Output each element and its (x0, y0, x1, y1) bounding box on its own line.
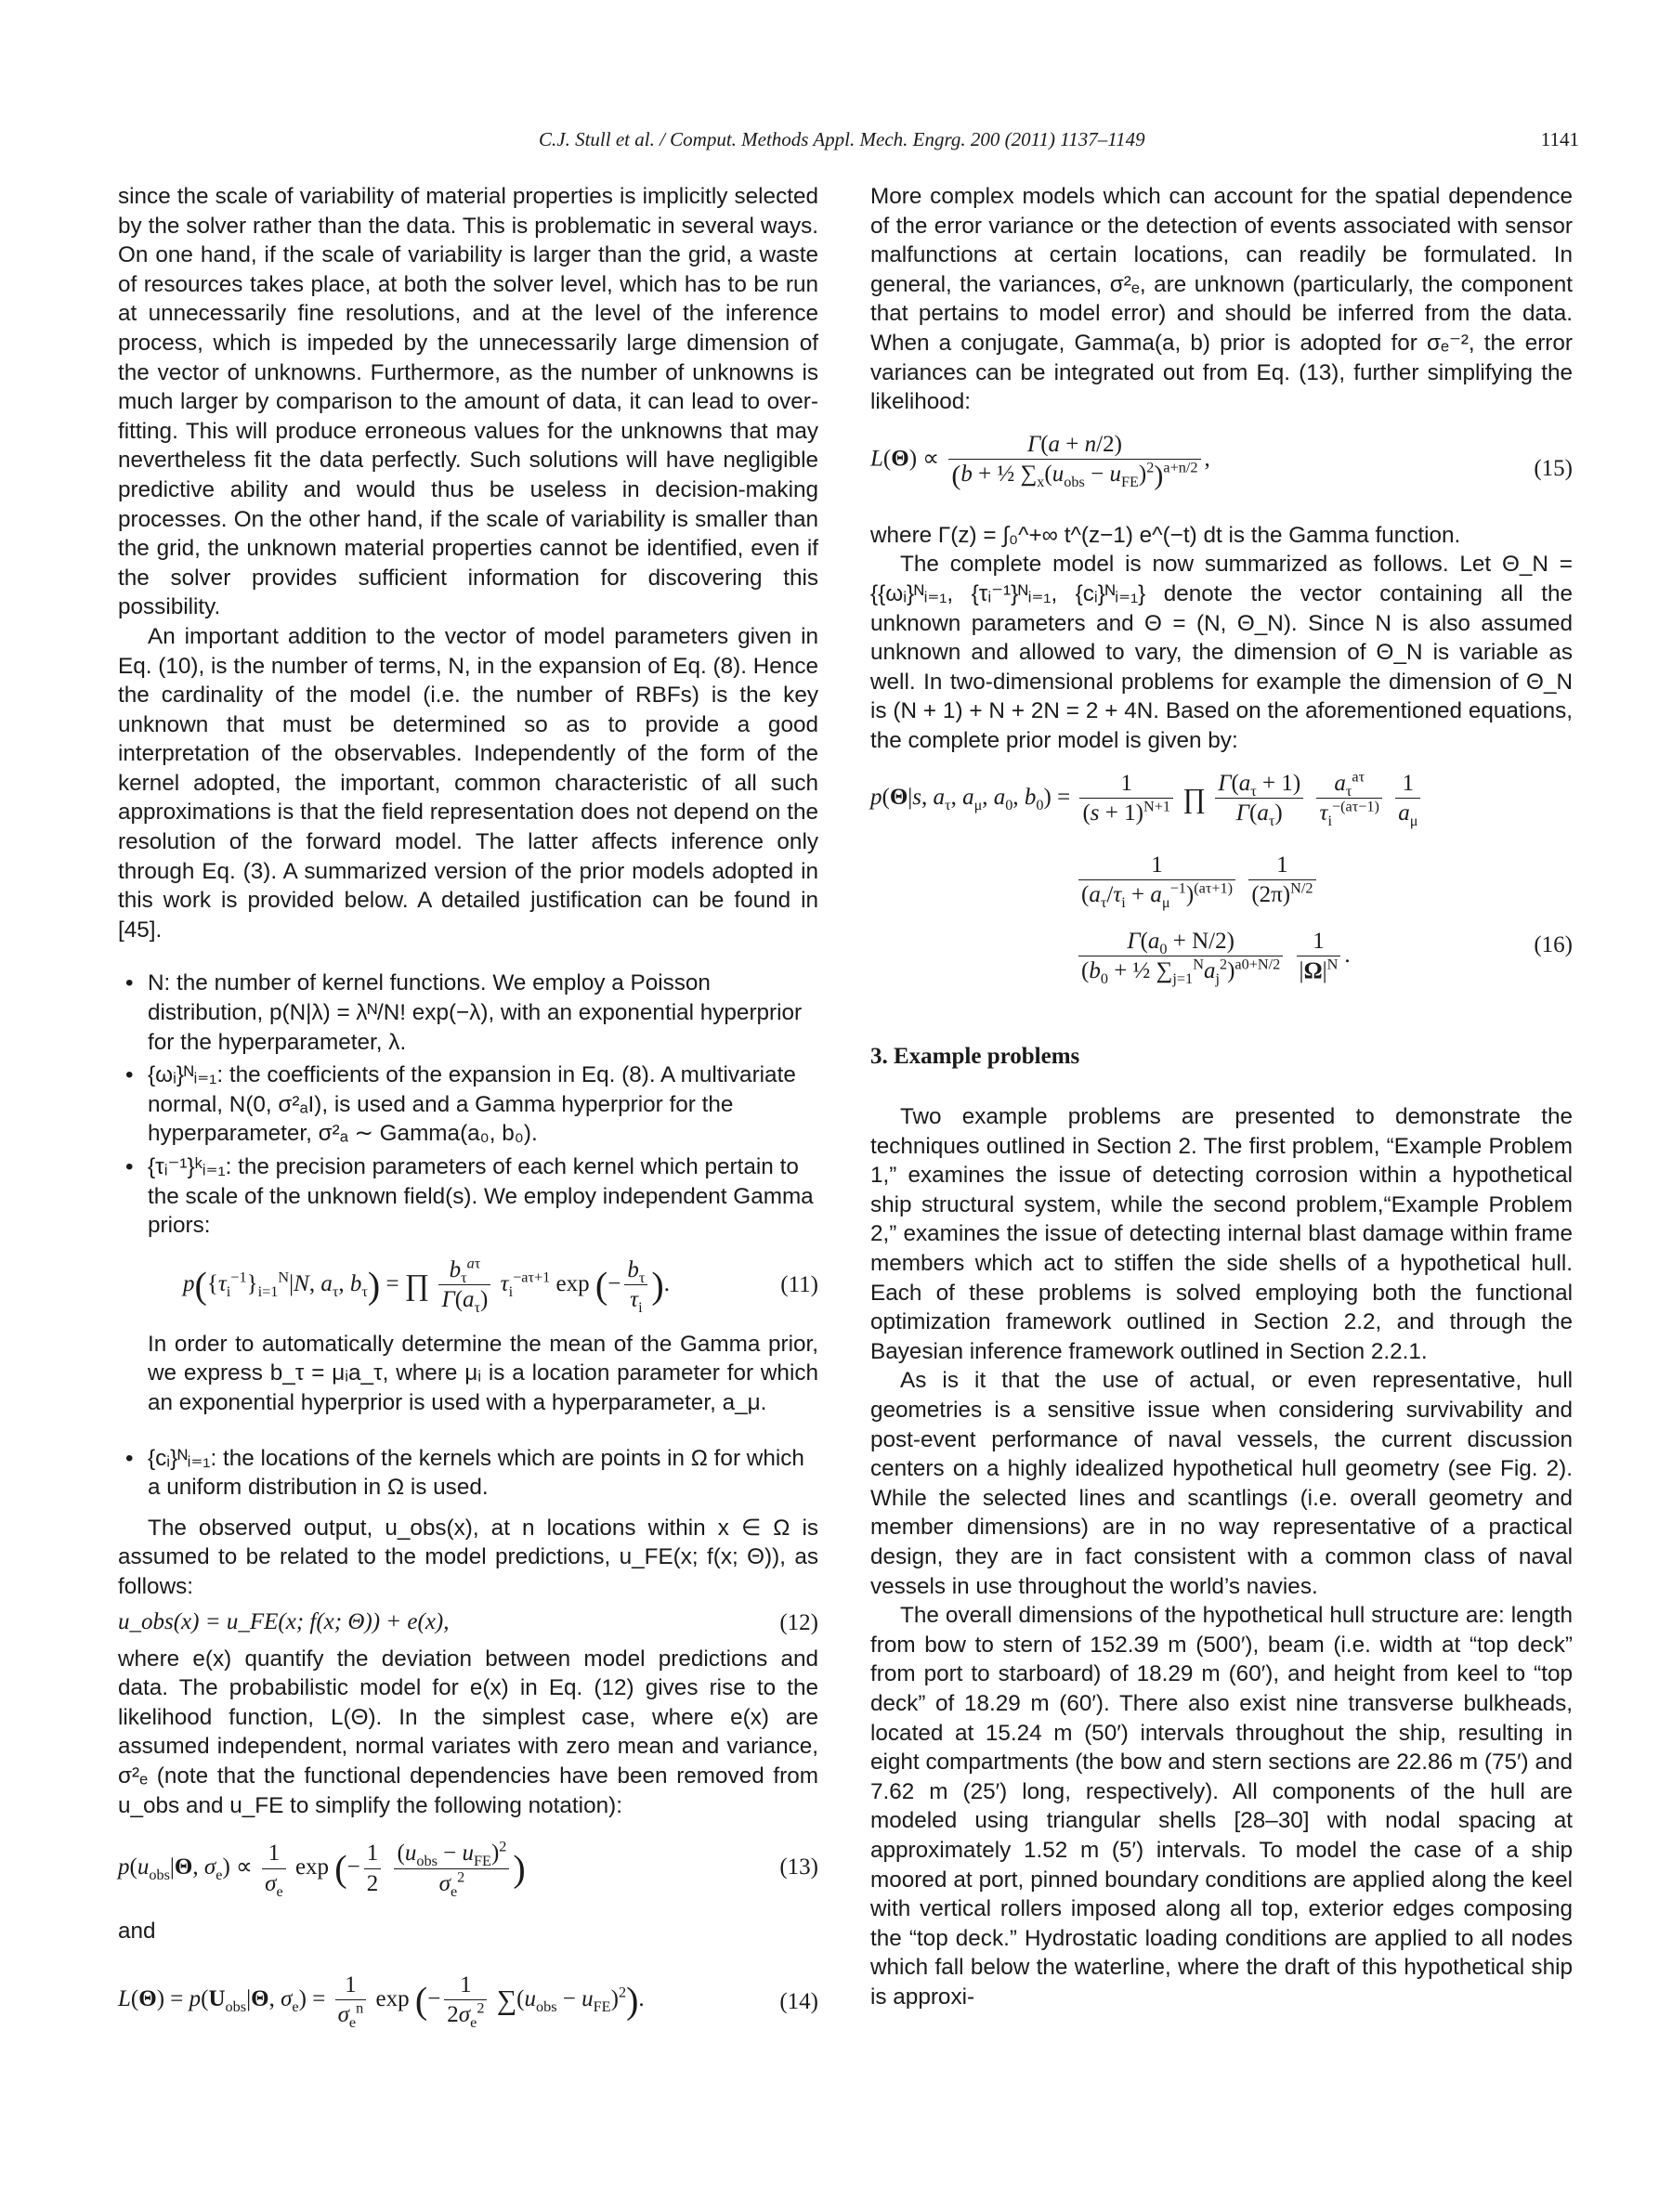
running-title: C.J. Stull et al. / Comput. Methods Appl. Mech. Engrg. 200 (2011) 1137–1149 (539, 128, 1145, 150)
list-item: • {cᵢ}ᴺᵢ₌₁: the locations of the kernels which are points in Ω for which a uniform distribution in Ω is used. (125, 1445, 804, 1501)
equation-text: u_obs(x) = u_FE(x; f(x; Θ)) + e(x), (118, 1608, 450, 1634)
page-number: 1141 (1540, 128, 1579, 150)
bullet-text: N: the number of kernel functions. We employ a Poisson distribution, p(N|λ) = λᴺ/N! exp(−λ), with an exponential hyperprior for the hyperparameter, λ. (148, 970, 803, 1055)
equation-number: (11) (780, 1271, 818, 1297)
paragraph: As is it that the use of actual, or even representative, hull geometries is a sensitive issue when considering survivability and post-event performance of naval vessels, the current discussion centers on a highly idealized hypothetical hull geometry (see Fig. 2). While the selected lines and scantlings (i.e. overall geometry and member dimensions) are in no way representative of a practical design, they are in fact consistent with a common class of naval vessels in use throughout the world’s navies. (870, 1368, 1573, 1599)
paragraph: where Γ(z) = ∫₀^+∞ t^(z−1) e^(−t) dt is the Gamma function. (870, 522, 1461, 548)
equation-15: L(Θ) ∝ $\frac{\Gamma(a + n/2)}{(b + \frac{1}{2} \sum_x(u_{obs} - u_{FE})^2)^{a+n/2}}$ , (15) (870, 431, 1573, 491)
list-item: • {τᵢ⁻¹}ᵏᵢ₌₁: the precision parameters of each kernel which pertain to the scale of the unknown field(s). We employ independent Gamma priors: (125, 1154, 814, 1239)
paragraph: In order to automatically determine the mean of the Gamma prior, we express b_τ = μᵢa_τ, where μᵢ is a location parameter for which an exponential hyperprior is used with a hyperparameter, a_μ. (148, 1331, 818, 1415)
equation-14: $L(\Theta) = p(U_{obs}|\Theta$, $\sigma_e$) = $\frac{1}{\sigma_e^n}$ exp (− $\frac{1}{2\sigma_e^2}$ $\sum(u_{obs} - u_{FE})^2$). (14) (118, 1971, 818, 2032)
paragraph: The observed output, u_obs(x), at n locations within x ∈ Ω is assumed to be related to the model predictions, u_FE(x; f(x; Θ)), as follows: (118, 1515, 818, 1599)
running-header (0, 128, 1659, 158)
paragraph: and (118, 1919, 156, 1945)
paragraph: The overall dimensions of the hypothetical hull structure are: length from bow to stern of 152.39 m (500′), beam (i.e. width at “top deck” from port to starboard) of 18.29 m (60′), and height from keel to “top deck” of 18.29 m (60′). There also exist nine transverse bulkheads, located at 15.24 m (50′) intervals throughout the ship, resulting in eight compartments (the bow and stern sections are 22.86 m (75′) and 7.62 m (25′) long, respectively). All components of the hull are modeled using triangular shells [28–30] with nodal spacing at approximately 1.52 m (5′) intervals. To model the case of a ship moored at port, pinned boundary conditions are applied along the keel with vertical rollers imposed along all top, exterior edges composing the “top deck.” Hydrostatic loading conditions are applied to all nodes which fall below the waterline, where the draft of this hypothetical ship is approxi- (870, 1603, 1573, 2010)
equation-16: p(Θ|s, $a_\tau$, $a_\mu$, $a_0$, $b_0$) = $\frac{1}{(s + 1)^{N+1}}$ ∏ $\frac{\Gamma(a_\tau + 1)}{\Gamma(a_\tau)}$ $\frac{a_\tau^{a\tau}}{\tau_i^{-(a\tau-1)}}$ $\frac{1}{a_\mu}$ $\frac{1}{(a_\tau/\tau_i + a_\mu^{-1})^{(a\tau+1)}}$ $\frac{1}{(2\pi)^{N/2}}$ $\frac{\Gamma(a_0 + N/2)}{(b_0 + \frac{1}{2} \sum_{j=1}^Na_j^2)^{a0+N/2}}$ $\frac{1}{|\Omega|^N}$ . (16) (870, 768, 1573, 988)
paragraph: The complete model is now summarized as follows. Let Θ_N = {{ωᵢ}ᴺᵢ₌₁, {τᵢ⁻¹}ᴺᵢ₌₁, {cᵢ}ᴺᵢ₌₁} denote the vector containing all the unknown parameters and Θ = (N, Θ_N). Since N is also assumed unknown and allowed to vary, the dimension of Θ_N is variable as well. In two-dimensional problems for example the dimension of Θ_N is (N + 1) + N + 2N = 2 + 4N. Based on the aforementioned equations, the complete prior model is given by: (870, 552, 1573, 753)
bullet-text: {cᵢ}ᴺᵢ₌₁: the locations of the kernels which are points in Ω for which a uniform distribution in Ω is used. (148, 1445, 804, 1501)
equation-number: (13) (779, 1854, 818, 1880)
left-column (118, 182, 818, 2052)
paragraph: where e(x) quantify the deviation between model predictions and data. The probabilistic model for e(x) in Eq. (12) gives rise to the likelihood function, L(Θ). In the simplest case, where e(x) are assumed independent, normal variates with zero mean and variance, σ²ₑ (note that the functional dependencies have been removed from u_obs and u_FE to simplify the following notation): (118, 1646, 818, 1818)
equation-13: $p(u_{obs}|\Theta$, $\sigma_e$) ∝ $\frac{1}{\sigma_e}$ exp (− $\frac{1}{2}$ $\frac{(u_{obs} - u_{FE})^2}{\sigma_e^2}$ ) (13) (118, 1838, 818, 1900)
bullet-text: {τᵢ⁻¹}ᵏᵢ₌₁: the precision parameters of each kernel which pertain to the scale of the unknown field(s). We employ independent Gamma priors: (148, 1154, 814, 1239)
list-item: • {ωᵢ}ᴺᵢ₌₁: the coefficients of the expansion in Eq. (8). A multivariate normal, N(0, σ²ₐI), is used and a Gamma hyperprior for the hyperparameter, σ²ₐ ∼ Gamma(a₀, b₀). (125, 1062, 796, 1147)
paragraph: since the scale of variability of material properties is implicitly selected by the solver rather than the data. This is problematic in several ways. On one hand, if the scale of variability is larger than the grid, a waste of resources takes place, at both the solver level, which has to be run at unnecessarily fine resolutions, and at the level of the inference process, which is impeded by the unnecessarily large dimension of the vector of unknowns. Furthermore, as the number of unknowns is much larger by comparison to the amount of data, it can lead to over-fitting. This will produce erroneous values for the unknowns that may nevertheless fit the data perfectly. Such solutions will have negligible predictive ability and would thus be useless in decision-making processes. On the other hand, if the scale of variability is smaller than the grid, the unknown material properties cannot be identified, even if the solver provides sufficient information for discovering this possibility. (118, 184, 818, 620)
bullet-text: {ωᵢ}ᴺᵢ₌₁: the coefficients of the expansion in Eq. (8). A multivariate normal, N(0, σ²ₐI), is used and a Gamma hyperprior for the hyperparameter, σ²ₐ ∼ Gamma(a₀, b₀). (148, 1062, 796, 1147)
equation-number: (15) (1534, 455, 1573, 481)
equation-number: (16) (1534, 931, 1573, 957)
paragraph: An important addition to the vector of model parameters given in Eq. (10), is the number of terms, N, in the expansion of Eq. (8). Hence the cardinality of the model (i.e. the number of RBFs) is the key unknown that must be determined so as to provide a good interpretation of the observables. Independently of the form of the kernel adopted, the important, common characteristic of all such approximations is that the field representation does not depend on the resolution of the forward model. The latter affects inference only through Eq. (3). A summarized version of the prior models adopted in this work is provided below. A detailed justification can be found in [45]. (118, 623, 818, 943)
section-heading: 3. Example problems (870, 1043, 1080, 1069)
equation-12 (118, 1607, 818, 1639)
right-column (870, 182, 1573, 2012)
list-item: • N: the number of kernel functions. We employ a Poisson distribution, p(N|λ) = λᴺ/N! exp(−λ), with an exponential hyperprior for the hyperparameter, λ. (125, 970, 803, 1055)
equation-number: (14) (779, 1988, 818, 2014)
equation-11: $p(\{\tau_i^{-1}\}_{i=1}^N|N$, $a_\tau$, $b_\tau$) = ∏ $\frac{b_\tau^{a\tau}}{\Gamma(a_\tau)}$ $\tau_i^{-a\tau+1}$ exp (− $\frac{b_\tau}{\tau_i}$ ). (11) (183, 1255, 818, 1317)
equation-number: (12) (779, 1609, 818, 1635)
paragraph: More complex models which can account for the spatial dependence of the error variance or the detection of events associated with sensor malfunctions at certain locations, can readily be formulated. In general, the variances, σ²ₑ, are unknown (particularly, the component that pertains to model error) and should be inferred from the data. When a conjugate, Gamma(a, b) prior is adopted for σₑ⁻², the error variances can be integrated out from Eq. (13), further simplifying the likelihood: (870, 184, 1573, 415)
paragraph: Two example problems are presented to demonstrate the techniques outlined in Section 2. The first problem, “Example Problem 1,” examines the issue of detecting corrosion within a hypothetical ship structural system, while the second problem,“Example Problem 2,” examines the issue of detecting internal blast damage within frame members which act to stiffen the side shells of a hypothetical hull. Each of these problems is solved employing both the functional optimization framework outlined in Section 2.2, and through the Bayesian inference framework outlined in Section 2.2.1. (870, 1104, 1573, 1364)
